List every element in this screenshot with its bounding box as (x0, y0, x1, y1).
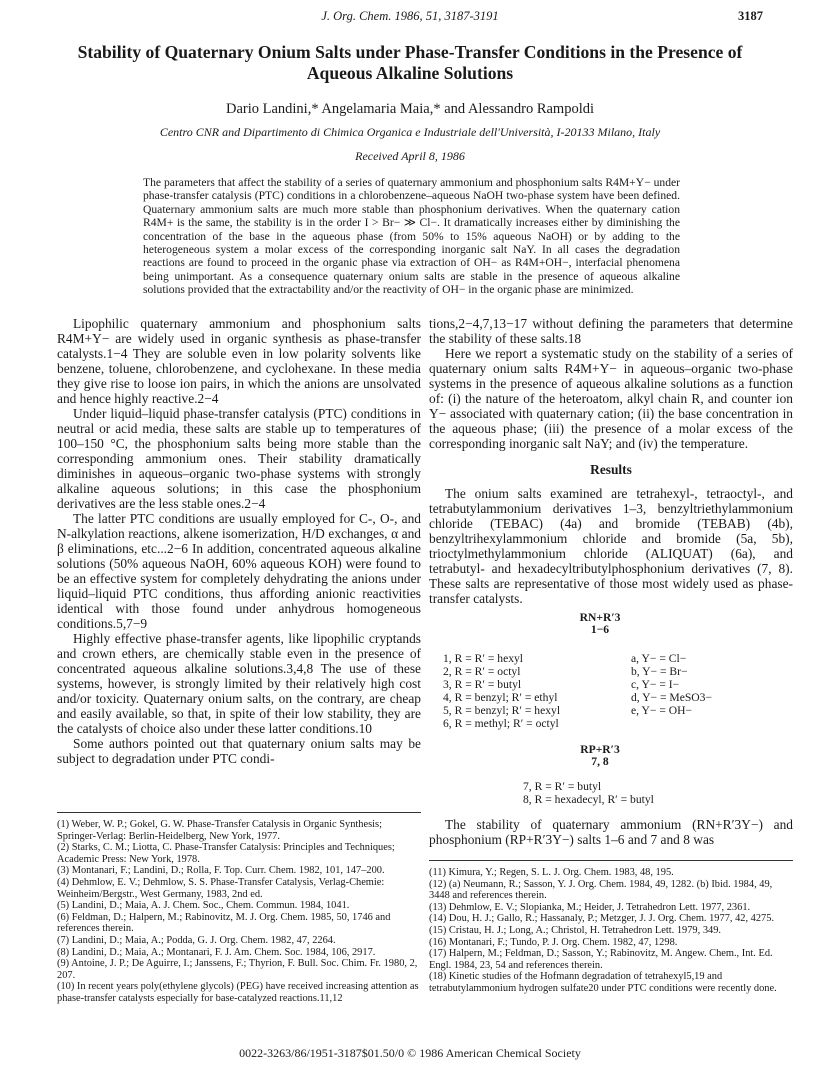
results-heading: Results (590, 462, 632, 477)
footnote: (7) Landini, D.; Maia, A.; Podda, G. J. Org. Chem. 1982, 47, 2264. (57, 934, 336, 946)
paragraph: The stability of quaternary ammonium (RN+R′3Y−) and phosphonium (RP+R′3Y−) salts 1–6 and 7 and 8 was (429, 817, 793, 847)
footnotes-right (429, 860, 793, 995)
anion-entry: d, Y− = MeSO3− (631, 691, 713, 704)
footnote: (1) Weber, W. P.; Gokel, G. W. Phase-Transfer Catalysis in Organic Synthesis; Springer-Verlag: Berlin-Heidelberg, New York, 1977. (57, 819, 382, 842)
footnote: (14) Dou, H. J.; Gallo, R.; Hassanaly, P.; Metzger, J. J. Org. Chem. 1977, 42, 4275. (429, 913, 775, 925)
compound-entry: 8, R = hexadecyl, R′ = butyl (523, 793, 654, 806)
compound-entry: 5, R = benzyl; R′ = hexyl (443, 704, 561, 717)
compound-list (443, 652, 560, 730)
paragraph: The onium salts examined are tetrahexyl-, tetraoctyl-, and tetrabutylammonium derivatives 1–3, benzyltriethylammonium chloride (TEBAC) (4a) and bromide (TEBAB) (4b), benzyltrihexylammonium chloride and bromide (5a, 5b), trioctylmethylammonium chloride (ALIQUAT) (6a), and tetrabutyl- and hexadecyltributylphosphonium derivatives (7, 8). These salts are representative of those most widely used as phase-transfer catalysts. (429, 486, 793, 606)
compound-entry: 2, R = R′ = octyl (443, 665, 521, 678)
footnote: (17) Halpern, M.; Feldman, D.; Sasson, Y.; Rabinovitz, M. Angew. Chem., Int. Ed. Engl. 1984, 23, 54 and references therein. (429, 948, 773, 971)
running-head (0, 9, 820, 29)
compound-range: 1−6 (590, 623, 610, 636)
copyright-footer: 0022-3263/86/1951-3187$01.50/0 © 1986 American Chemical Society (239, 1046, 581, 1060)
ammonium-formula (575, 612, 625, 636)
structure-scheme (429, 612, 793, 809)
compound-range: 7, 8 (591, 755, 609, 768)
footnote: (13) Dehmlow, E. V.; Slopianka, M.; Heider, J. Tetrahedron Lett. 1977, 2361. (429, 901, 751, 913)
footnotes-left (57, 812, 421, 1005)
anion-entry: e, Y− = OH− (631, 704, 693, 717)
paragraph: tions,2−4,7,13−17 without defining the parameters that determine the stability of these salts.18 (429, 316, 793, 346)
footnote: (3) Montanari, F.; Landini, D.; Rolla, F. Top. Curr. Chem. 1982, 101, 147–200. (57, 865, 385, 877)
phosphonium-formula (575, 744, 625, 768)
received-date: Received April 8, 1986 (355, 149, 465, 163)
footnote: (5) Landini, D.; Maia, A. J. Chem. Soc., Chem. Commun. 1984, 1041. (57, 900, 350, 912)
paragraph: The latter PTC conditions are usually employed for C-, O-, and N-alkylation reactions, alkene isomerization, H/D exchanges, α and β eliminations, etc...2−6 In addition, concentrated aqueous alkaline solutions (50% aqueous NaOH, 60% aqueous KOH) were found to be an effective system for completely dehydrating the anions under liquid–liquid PTC conditions, thus affording anionic reactivities identical with those found under anhydrous homogeneous conditions.5,7−9 (57, 511, 421, 631)
footnote: (2) Starks, C. M.; Liotta, C. Phase-Transfer Catalysis: Principles and Techniques; Academic Press: New York, 1978. (57, 842, 395, 865)
phosphonium-list (523, 780, 654, 806)
footnote: (15) Cristau, H. J.; Long, A.; Christol, H. Tetrahedron Lett. 1979, 349. (429, 924, 722, 936)
affiliation: Centro CNR and Dipartimento di Chimica Organica e Industriale dell'Università, I-20133 Milano, Italy (159, 125, 661, 139)
right-column (429, 316, 793, 847)
page-number: 3187 (738, 9, 763, 23)
footnote: (18) Kinetic studies of the Hofmann degradation of tetrahexyl5,19 and tetrabutylammonium hydrogen sulfate20 under PTC conditions were recently done. (429, 971, 777, 994)
anion-entry: a, Y− = Cl− (631, 652, 687, 665)
anion-entry: c, Y− = I− (631, 678, 680, 691)
journal-citation: J. Org. Chem. 1986, 51, 3187-3191 (321, 9, 499, 23)
paragraph: Some authors pointed out that quaternary onium salts may be subject to degradation under PTC condi- (57, 736, 421, 766)
abstract: The parameters that affect the stability of a series of quaternary ammonium and phosphonium salts R4M+Y− under phase-transfer catalysis (PTC) conditions in a chlorobenzene–aqueous NaOH two-phase system have been defined. Quaternary ammonium salts are much more stable than phosphonium derivatives. When the quaternary cation R4M+ is the same, the stability is in the order I > Br− ≫ Cl−. It dramatically increases either by diminishing the concentration of the base in the aqueous phase (from 50% to 15% aqueous NaOH) or by adding to the heterogeneous system a molar excess of the corresponding inorganic salt NaY. In all cases the degradation reactions are found to proceed in the organic phase via extraction of OH− as R4M+OH−, interfacial phenomena being unimportant. As a consequence quaternary onium salts are stable in the presence of aqueous alkaline solutions provided that the extractability and/or the reactivity of OH− in the organic phase are minimized. (143, 176, 680, 297)
footnote: (12) (a) Neumann, R.; Sasson, Y. J. Org. Chem. 1984, 49, 1282. (b) Ibid. 1984, 49, 3448 and references therein. (429, 878, 773, 902)
paragraph: Highly effective phase-transfer agents, like lipophilic cryptands and crown ethers, are chemically stable even in the presence of concentrated aqueous alkaline solutions.3,4,8 The use of these systems, however, is strongly limited by their relatively high cost and/or toxicity. Quaternary onium salts, on the contrary, are cheap and easily available, so that, in spite of their low stability, they are the catalysts of choice also under these latter conditions.10 (57, 631, 421, 736)
footnote: (11) Kimura, Y.; Regen, S. L. J. Org. Chem. 1983, 48, 195. (429, 867, 674, 878)
compound-entry: 3, R = R′ = butyl (443, 678, 522, 691)
formula-text: RN+R′3 (579, 611, 621, 624)
authors: Dario Landini,* Angelamaria Maia,* and Alessandro Rampoldi (225, 101, 595, 117)
left-column (57, 316, 421, 766)
anion-list (631, 652, 712, 717)
compound-entry: 1, R = R′ = hexyl (443, 652, 524, 665)
footnote: (8) Landini, D.; Maia, A.; Montanari, F. J. Am. Chem. Soc. 1984, 106, 2917. (57, 946, 376, 958)
anion-entry: b, Y− = Br− (631, 665, 688, 678)
compound-entry: 7, R = R′ = butyl (523, 780, 602, 793)
footnote: (10) In recent years poly(ethylene glycols) (PEG) have received increasing attention as phase-transfer catalysts especially for base-catalyzed reactions.11,12 (57, 981, 419, 1004)
footnote: (16) Montanari, F.; Tundo, P. J. Org. Chem. 1982, 47, 1298. (429, 936, 678, 948)
paragraph: Lipophilic quaternary ammonium and phosphonium salts R4M+Y− are widely used in organic synthesis as phase-transfer catalysts.1−4 They are soluble even in low polarity solvents like benzene, toluene, chlorobenzene, and cyclohexane. In these media they give rise to loose ion pairs, in which the anions are unsolvated and hence highly reactive.2−4 (57, 316, 421, 406)
footnote: (4) Dehmlow, E. V.; Dehmlow, S. S. Phase-Transfer Catalysis, Verlag-Chemie: Weinheim/Bergstr., West Germany, 1983, 2nd ed. (57, 876, 385, 900)
paragraph: Under liquid–liquid phase-transfer catalysis (PTC) conditions in neutral or acid media, these salts are stable up to temperatures of 100–150 °C, the phosphonium salts being more stable than the corresponding ammonium ones. Their stability dramatically diminishes in aqueous–organic two-phase systems with strongly alkaline aqueous solutions; in this case the phosphonium derivatives are the less stable ones.2−4 (57, 406, 421, 511)
paragraph: Here we report a systematic study on the stability of a series of quaternary onium salts R4M+Y− in aqueous–organic two-phase systems in the presence of aqueous alkaline solutions as a function of: (i) the nature of the heteroatom, alkyl chain R, and counter ion Y− associated with quaternary cation; (ii) the base concentration in the aqueous phase; (iii) the presence of a molar excess of the corresponding inorganic salt NaY; and (iv) the temperature. (429, 346, 793, 451)
compound-entry: 6, R = methyl; R′ = octyl (443, 717, 559, 730)
compound-entry: 4, R = benzyl; R′ = ethyl (443, 691, 558, 704)
formula-text: RP+R′3 (580, 743, 620, 756)
footnote: (6) Feldman, D.; Halpern, M.; Rabinovitz, M. J. Org. Chem. 1985, 50, 1746 and references therein. (57, 911, 391, 935)
footnote: (9) Antoine, J. P.; De Aguirre, I.; Janssens, F.; Thyrion, F. Bull. Soc. Chim. Fr. 1980, 2, 207. (57, 958, 418, 981)
article-title: Stability of Quaternary Onium Salts under Phase-Transfer Conditions in the Presence of Aqueous Alkaline Solutions (77, 42, 743, 83)
